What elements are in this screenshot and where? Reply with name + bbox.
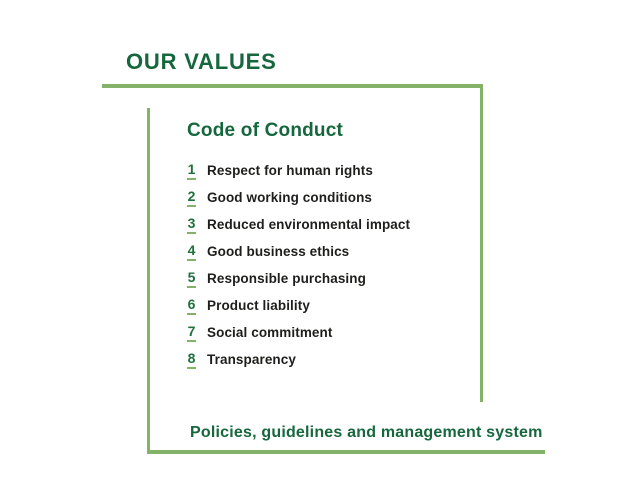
list-item xyxy=(187,211,477,238)
item-number: 6 xyxy=(187,297,196,315)
page-title: OUR VALUES xyxy=(126,49,277,74)
item-label: Good working conditions xyxy=(207,190,373,205)
top-rule-line xyxy=(102,84,483,88)
item-label: Good business ethics xyxy=(207,244,350,259)
item-label: Product liability xyxy=(207,298,310,313)
item-label: Responsible purchasing xyxy=(207,271,366,286)
section-heading: Code of Conduct xyxy=(187,120,344,141)
list-item xyxy=(187,319,477,346)
list-item xyxy=(187,157,477,184)
item-number: 2 xyxy=(187,189,196,207)
list-item xyxy=(187,346,477,373)
bottom-rule-line xyxy=(147,450,545,454)
left-bracket-line xyxy=(147,108,150,454)
item-number: 4 xyxy=(187,243,196,261)
footer-caption: Policies, guidelines and management system xyxy=(190,424,543,441)
item-number: 7 xyxy=(187,324,196,342)
list-item xyxy=(187,292,477,319)
code-of-conduct-list xyxy=(187,157,477,373)
item-label: Social commitment xyxy=(207,325,333,340)
right-bracket-line xyxy=(480,84,483,402)
item-label: Transparency xyxy=(207,352,296,367)
list-item xyxy=(187,265,477,292)
item-number: 1 xyxy=(187,162,196,180)
item-label: Reduced environmental impact xyxy=(207,217,411,232)
item-number: 5 xyxy=(187,270,196,288)
list-item xyxy=(187,184,477,211)
item-number: 8 xyxy=(187,351,196,369)
item-label: Respect for human rights xyxy=(207,163,373,178)
list-item xyxy=(187,238,477,265)
item-number: 3 xyxy=(187,216,196,234)
